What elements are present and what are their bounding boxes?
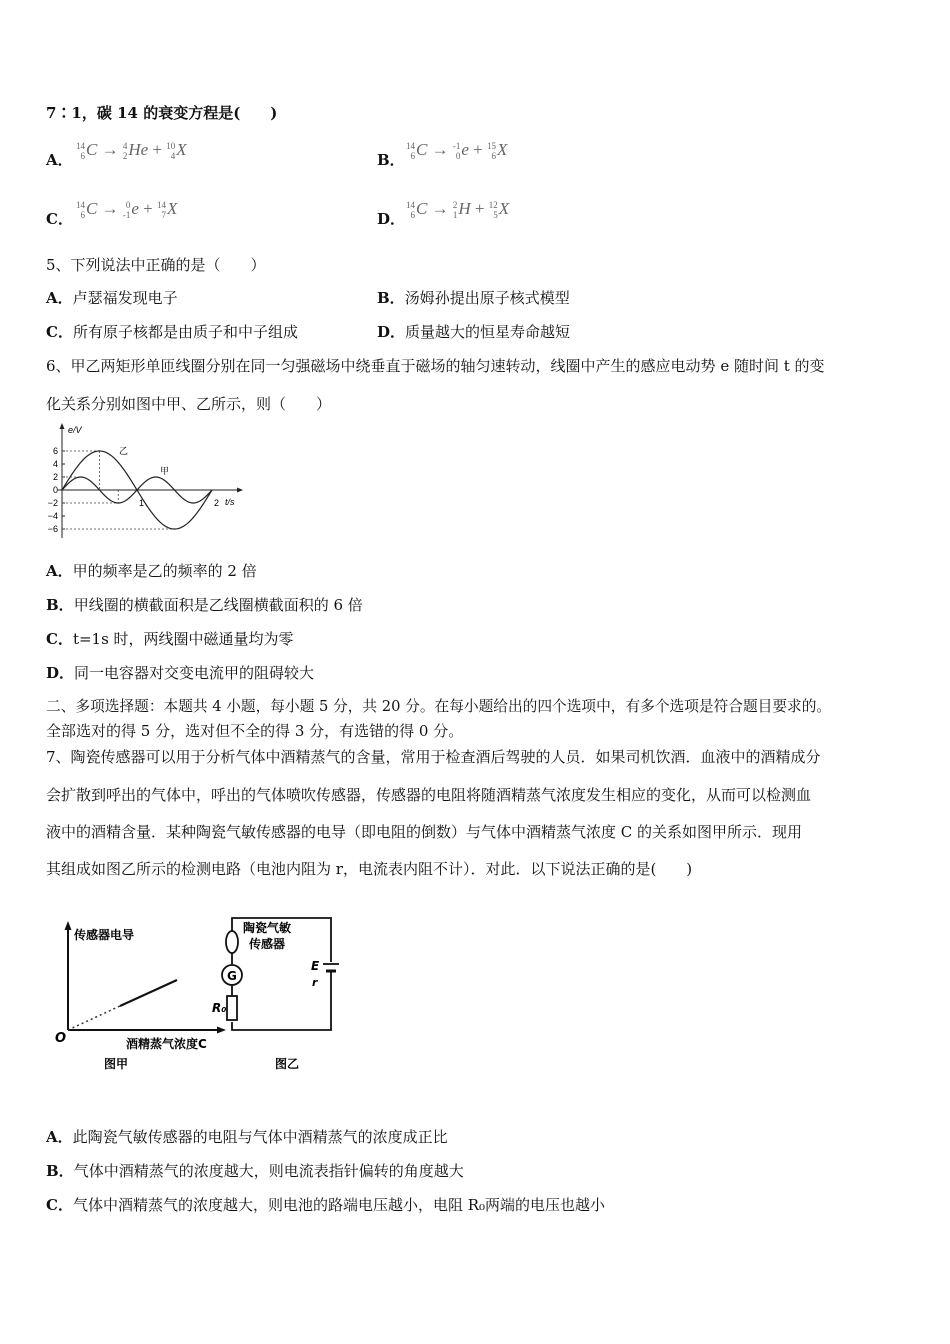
- q4-option-b-equation: 14 6 C → -1 0 e + 15 6 X: [406, 140, 508, 162]
- q4-option-b-label: B．: [377, 151, 405, 169]
- q7-stem-line2: 会扩散到呼出的气体中，呼出的气体喷吹传感器，传感器的电阻将随酒精蒸气浓度发生相应的变化，从而可以检测血: [46, 786, 812, 804]
- conductance-line: [120, 980, 177, 1006]
- q7-option-a: A．此陶瓷气敏传感器的电阻与气体中酒精蒸气的浓度成正比: [46, 1128, 448, 1146]
- emf-time-graph: [44, 420, 254, 540]
- y-axis-label: e/V: [68, 425, 82, 435]
- x-axis-label: t/s: [225, 497, 235, 507]
- q6-stem-line1: 6、甲乙两矩形单匝线圈分别在同一匀强磁场中绕垂直于磁场的轴匀速转动，线圈中产生的感应电动势 e 随时间 t 的变: [46, 357, 825, 375]
- emf-label: E: [311, 959, 320, 973]
- q5-option-a: A．卢瑟福发现电子: [46, 289, 178, 307]
- y-tick-label: −6: [47, 524, 58, 534]
- origin-label: O: [55, 1031, 67, 1046]
- series-yi-label: 乙: [119, 446, 129, 456]
- detection-circuit-diagram: [205, 908, 340, 1078]
- q4-stem: 7∶1，碳 14 的衰变方程是( ): [46, 104, 278, 122]
- y-axis-arrow: [60, 423, 65, 429]
- q7-stem-line1: 7、陶瓷传感器可以用于分析气体中酒精蒸气的含量，常用于检查酒后驾驶的人员．如果司机饮酒．血液中的酒精成分: [46, 748, 821, 766]
- q6-option-a: A．甲的频率是乙的频率的 2 倍: [46, 562, 257, 580]
- q4-option-c-label: C．: [46, 210, 73, 228]
- q4-option-d-equation: 14 6 C → 2 1 H + 12 5 X: [406, 199, 510, 221]
- x-axis-label: 酒精蒸气浓度C: [126, 1037, 207, 1051]
- q4-option-c-equation: 14 6 C → 0 -1 e + 14 7 X: [76, 199, 178, 221]
- sensor-label-line2: 传感器: [249, 937, 286, 951]
- q7-stem-line4: 其组成如图乙所示的检测电路（电池内阻为 r，电流表内阻不计）．对此．以下说法正确的是( ): [46, 860, 693, 878]
- y-tick-label: −4: [47, 511, 58, 521]
- q6-option-b: B．甲线圈的横截面积是乙线圈横截面积的 6 倍: [46, 596, 363, 614]
- q4-option-d-label: D．: [377, 210, 406, 228]
- q7-option-b: B．气体中酒精蒸气的浓度越大，则电流表指针偏转的角度越大: [46, 1162, 464, 1180]
- y-axis-label: 传感器电导: [74, 928, 135, 942]
- q7-stem-line3: 液中的酒精含量．某种陶瓷气敏传感器的电导（即电阻的倒数）与气体中酒精蒸气浓度 C 的关系如图甲所示．现用: [46, 823, 803, 841]
- q7-option-c: C．气体中酒精蒸气的浓度越大，则电池的路端电压越小，电阻 R₀两端的电压也越小: [46, 1196, 606, 1214]
- x-tick-label: 2: [214, 498, 220, 508]
- x-axis-arrow: [237, 488, 243, 493]
- sensor-label-line1: 陶瓷气敏: [243, 921, 292, 935]
- y-tick-label: −2: [47, 498, 58, 508]
- y-axis-arrow: [65, 921, 72, 930]
- q4-option-a-equation: 14 6 C → 4 2 He + 10 4 X: [76, 140, 187, 162]
- galvanometer-label: G: [227, 969, 237, 983]
- y-tick-label: 0: [52, 485, 58, 495]
- q6-option-d: D．同一电容器对交变电流甲的阻碍较大: [46, 664, 315, 682]
- figure-jia-caption: 图甲: [104, 1057, 129, 1071]
- extrapolation-line: [68, 1006, 120, 1030]
- y-tick-label: 4: [52, 459, 58, 469]
- q6-stem-line2: 化关系分别如图中甲、乙所示，则（ ）: [46, 395, 332, 413]
- ceramic-sensor: [226, 931, 238, 953]
- resistor-r0: [227, 996, 237, 1020]
- x-tick-label: 1: [139, 498, 145, 508]
- figure-yi-caption: 图乙: [275, 1057, 300, 1071]
- q5-option-d: D．质量越大的恒星寿命越短: [377, 323, 571, 341]
- conductance-concentration-graph: [52, 918, 227, 1078]
- series-jia-label: 甲: [160, 466, 170, 476]
- y-tick-label: 2: [52, 472, 58, 482]
- y-tick-label: 6: [52, 446, 58, 456]
- internal-resistance-label: r: [312, 976, 318, 989]
- section2-heading-line2: 全部选对的得 5 分，选对但不全的得 3 分，有选错的得 0 分。: [46, 722, 464, 740]
- resistor-label: R₀: [212, 1001, 227, 1015]
- q6-option-c: C．t=1s 时，两线圈中磁通量均为零: [46, 630, 294, 648]
- section2-heading-line1: 二、多项选择题：本题共 4 小题，每小题 5 分，共 20 分。在每小题给出的四个选项中，有多个选项是符合题目要求的。: [46, 698, 832, 715]
- q5-stem: 5、下列说法中正确的是（ ）: [46, 256, 266, 274]
- q4-option-a-label: A．: [46, 151, 73, 169]
- q5-option-b: B．汤姆孙提出原子核式模型: [377, 289, 570, 307]
- q5-option-c: C．所有原子核都是由质子和中子组成: [46, 323, 298, 341]
